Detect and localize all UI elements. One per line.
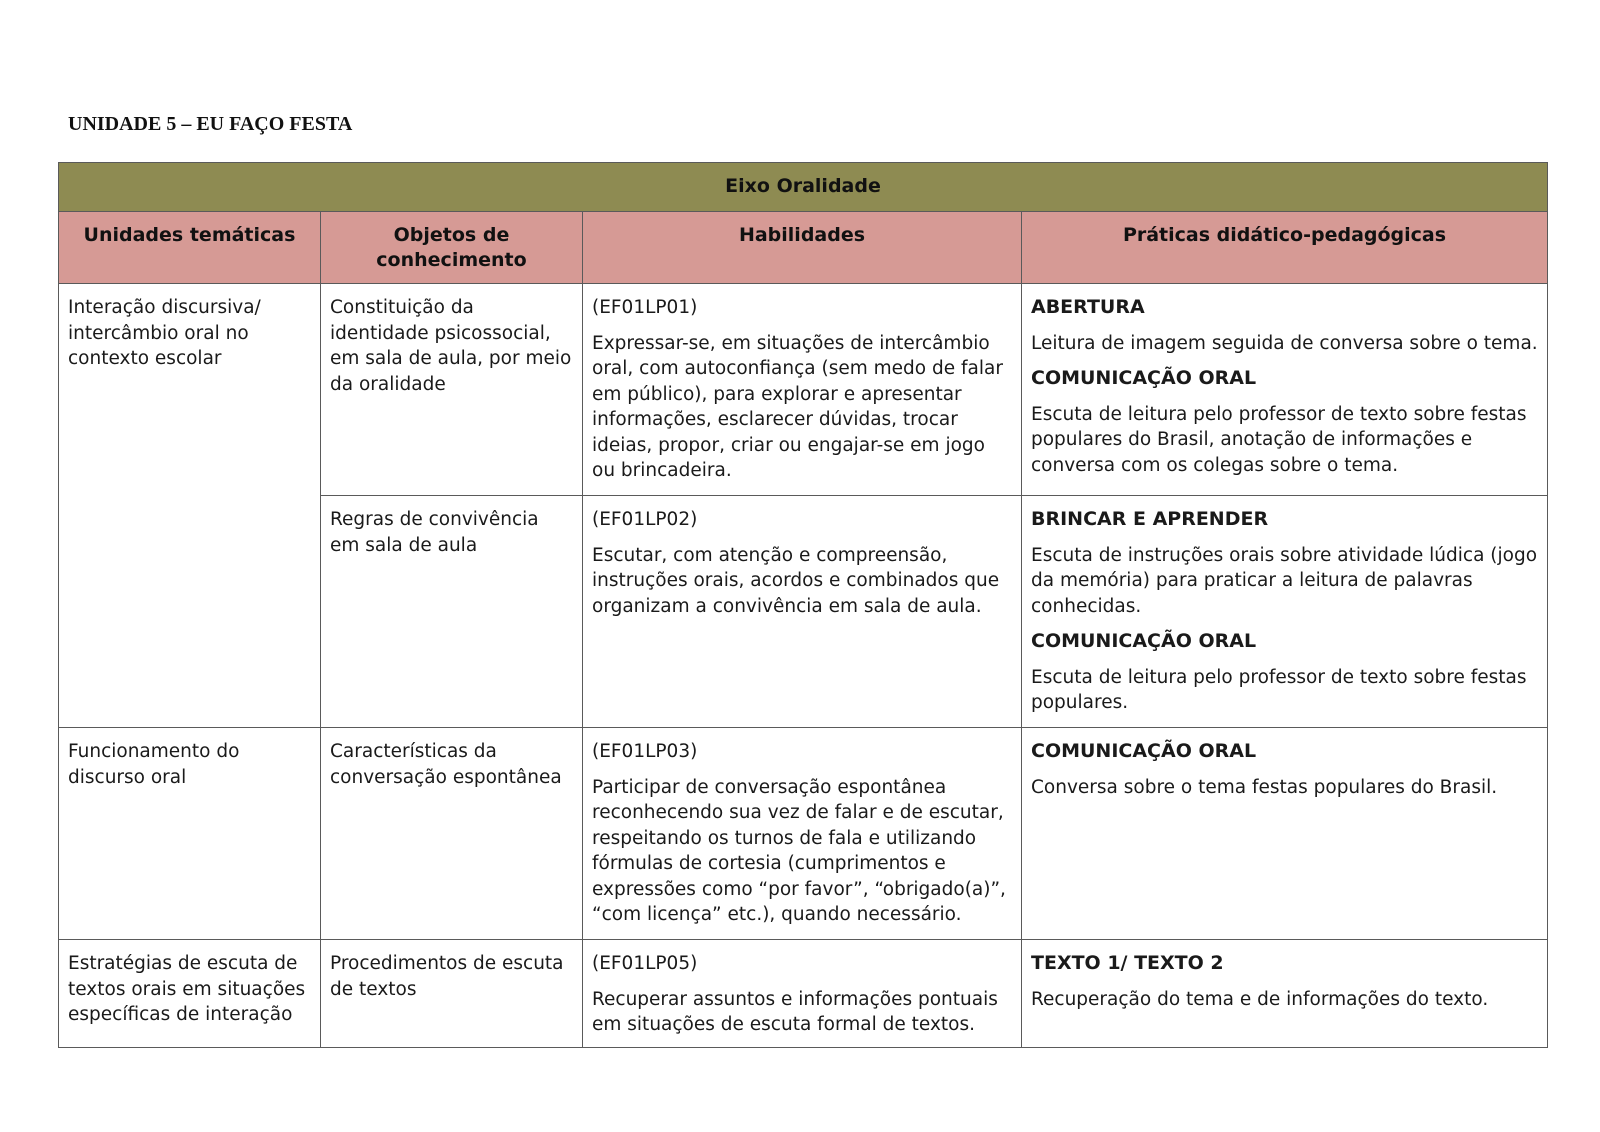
unit-cell: Estratégias de escuta de textos orais em situações específicas de interação [59,940,321,1048]
practice-desc: Escuta de leitura pelo professor de texto sobre festas populares. [1031,666,1527,713]
practice-desc: Conversa sobre o tema festas populares do Brasil. [1031,776,1498,798]
curriculum-table [58,162,1548,1048]
header-habilidades: Habilidades [583,212,1022,284]
practice-title: BRINCAR E APRENDER [1031,508,1269,530]
column-header-row [59,212,1548,284]
practice-cell [1022,728,1548,940]
object-cell: Constituição da identidade psicossocial, em sala de aula, por meio da oralidade [321,284,583,496]
skill-code: (EF01LP01) [592,297,698,318]
practice-cell [1022,284,1548,496]
object-cell: Procedimentos de escuta de textos [321,940,583,1048]
practice-title: COMUNICAÇÃO ORAL [1031,740,1257,762]
unit-cell: Interação discursiva/ intercâmbio oral no contexto escolar [59,284,321,728]
header-unidades-tematicas: Unidades temáticas [59,212,321,284]
table-row [59,940,1548,1048]
practice-title: COMUNICAÇÃO ORAL [1031,630,1257,652]
object-cell: Regras de convivência em sala de aula [321,496,583,728]
object-cell: Características da conversação espontânea [321,728,583,940]
table-row [59,728,1548,940]
skill-code: (EF01LP03) [592,741,698,762]
skill-code: (EF01LP02) [592,509,698,530]
skill-code: (EF01LP05) [592,953,698,974]
unit-cell: Funcionamento do discurso oral [59,728,321,940]
practice-title: COMUNICAÇÃO ORAL [1031,367,1257,389]
skill-cell [583,284,1022,496]
practice-desc: Leitura de imagem seguida de conversa sobre o tema. [1031,332,1538,354]
skill-text: Expressar-se, em situações de intercâmbio oral, com autoconfiança (sem medo de falar em público), para explorar e apresentar informações, esclarecer dúvidas, trocar ideias, propor, criar ou engajar-se em jogo ou brincadeira. [592,332,1003,481]
table-row [59,284,1548,496]
practice-title: ABERTURA [1031,296,1145,318]
axis-header: Eixo Oralidade [59,163,1548,212]
skill-text: Escutar, com atenção e compreensão, instruções orais, acordos e combinados que organizam a convivência em sala de aula. [592,544,1000,617]
practice-desc: Recuperação do tema e de informações do texto. [1031,988,1489,1010]
skill-cell [583,496,1022,728]
skill-text: Recuperar assuntos e informações pontuais em situações de escuta formal de textos. [592,988,998,1035]
skill-cell [583,728,1022,940]
page-title: UNIDADE 5 – EU FAÇO FESTA [68,113,353,135]
practice-desc: Escuta de instruções orais sobre atividade lúdica (jogo da memória) para praticar a leitura de palavras conhecidas. [1031,544,1538,617]
practice-cell [1022,496,1548,728]
practice-cell [1022,940,1548,1048]
header-praticas: Práticas didático-pedagógicas [1022,212,1548,284]
skill-cell [583,940,1022,1048]
axis-header-row [59,163,1548,212]
skill-text: Participar de conversação espontânea reconhecendo sua vez de falar e de escutar, respeitando os turnos de fala e utilizando fórmulas de cortesia (cumprimentos e expressões como “por favor”, “obrigado(a)”, “com licença” etc.), quando necessário. [592,776,1006,925]
header-objetos-de-conhecimento: Objetos de conhecimento [321,212,583,284]
practice-title: TEXTO 1/ TEXTO 2 [1031,952,1224,974]
practice-desc: Escuta de leitura pelo professor de texto sobre festas populares do Brasil, anotação de informações e conversa com os colegas sobre o tema. [1031,403,1527,476]
